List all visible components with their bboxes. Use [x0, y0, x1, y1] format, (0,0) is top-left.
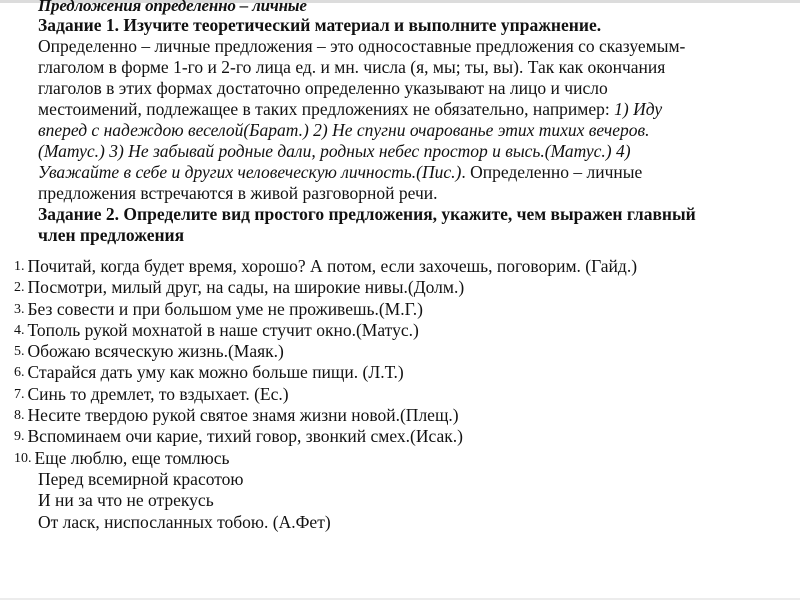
list-item: [14, 341, 784, 362]
item-number: 1.: [14, 259, 25, 274]
example-text: 1) Иду: [614, 99, 663, 119]
poem-line: От ласк, ниспосланных тобою. (А.Фет): [38, 511, 331, 532]
task1-theory-paragraph: [38, 36, 788, 204]
item-text: Вспоминаем очи карие, тихий говор, звонкий смех.(Исак.): [27, 426, 463, 447]
list-item: [14, 426, 784, 447]
example-text: (Матус.) 3) Не забывай родные дали, родных небес простор и высь.(Матус.) 4): [38, 141, 631, 161]
paragraph-line: [38, 57, 788, 78]
body-text: Определенно – личные предложения – это односоставные предложения со сказуемым-: [38, 36, 686, 56]
item-text: Без совести и при большом уме не проживешь.(М.Г.): [27, 298, 423, 319]
paragraph-line: [38, 183, 788, 204]
item-text: Обожаю всяческую жизнь.(Маяк.): [27, 341, 284, 362]
item-number: 8.: [14, 408, 25, 424]
list-item: [14, 277, 784, 298]
list-item: [14, 362, 784, 383]
item-number: 4.: [14, 322, 25, 338]
item-number: 2.: [14, 280, 25, 296]
item-text: Синь то дремлет, то вздыхает. (Ес.): [27, 383, 289, 404]
paragraph-line: [38, 36, 788, 57]
item-text: Старайся дать уму как можно больше пищи. (Л.Т.): [27, 362, 404, 383]
example-text: Уважайте в себе и других человеческую личность.(Пис.): [38, 162, 462, 182]
item-number: 9.: [14, 429, 25, 445]
paragraph-line: [38, 162, 788, 183]
poem-line: Перед всемирной красотою: [38, 468, 244, 489]
list-item: [14, 405, 784, 426]
body-text: предложения встречаются в живой разговорной речи.: [38, 183, 438, 203]
task2-heading-line1: Задание 2. Определите вид простого предложения, укажите, чем выражен главный: [38, 204, 696, 224]
list-item: [14, 384, 784, 405]
body-text: местоимений, подлежащее в таких предложениях не обязательно, например:: [38, 99, 615, 119]
item-text: Почитай, когда будет время, хорошо? А потом, если захочешь, поговорим. (Гайд.): [27, 256, 638, 276]
body-text: глаголов в этих формах достаточно определенно указывают на лицо и число: [38, 78, 608, 98]
paragraph-line: [38, 141, 788, 162]
paragraph-line: [38, 78, 788, 99]
item-text: Несите твердою рукой святое знамя жизни новой.(Плещ.): [27, 405, 459, 426]
item-number: 10.: [14, 450, 32, 466]
body-text: . Определенно – личные: [461, 162, 643, 182]
exercise-list: [14, 256, 784, 533]
item-text: Тополь рукой мохнатой в наше стучит окно.(Матус.): [27, 319, 419, 340]
example-text: вперед с надеждою веселой(Барат.) 2) Не спугни очарованье этих тихих вечеров.: [38, 120, 650, 140]
task1-heading: Задание 1. Изучите теоретический материал и выполните упражнение.: [38, 15, 602, 35]
item-text: Посмотри, милый друг, на сады, на широкие нивы.(Долм.): [27, 277, 465, 298]
item-number: 7.: [14, 386, 25, 402]
list-item: [14, 299, 784, 320]
list-item: [14, 448, 784, 469]
body-text: глаголом в форме 1-го и 2-го лица ед. и мн. числа (я, мы; ты, вы). Так как окончания: [38, 57, 666, 77]
poem-line: И ни за что не отрекусь: [38, 490, 214, 511]
item-number: 3.: [14, 301, 25, 317]
list-item: [14, 320, 784, 341]
task2-heading-line2: член предложения: [38, 225, 185, 245]
paragraph-line: [38, 120, 788, 141]
document-page: [38, 0, 788, 246]
item-number: 6.: [14, 365, 25, 381]
item-text: Еще люблю, еще томлюсь: [34, 447, 230, 468]
item-number: 5.: [14, 344, 25, 360]
paragraph-line: [38, 99, 788, 120]
list-item: [14, 256, 784, 277]
document-title: Предложения определенно – личные: [38, 0, 307, 15]
